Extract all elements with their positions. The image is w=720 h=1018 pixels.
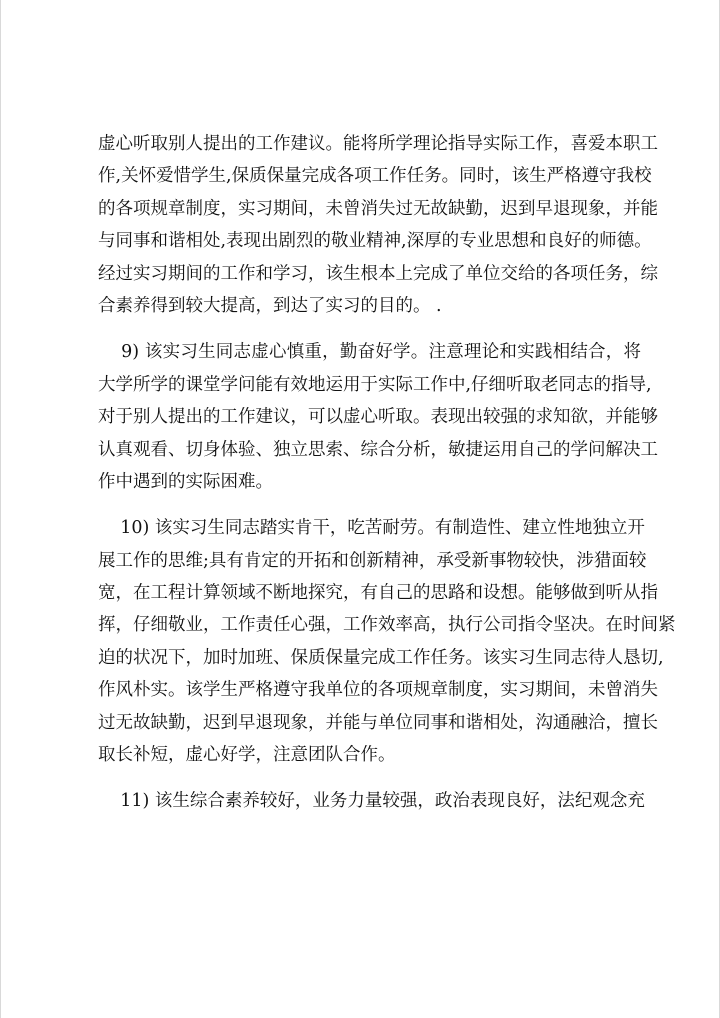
text-line: 挥，仔细敬业，工作责任心强，工作效率高，执行公司指令坚决。在时间紧 xyxy=(98,615,676,636)
text-line: 对于别人提出的工作建议，可以虚心听取。表现出较强的求知欲，并能够 xyxy=(98,407,658,428)
text-line: 迫的状况下，加时加班、保质保量完成工作任务。该实习生同志待人恳切, xyxy=(98,647,664,668)
paragraph-10 xyxy=(98,512,676,771)
text-line: 合素养得到较大提高，到达了实习的目的。 . xyxy=(98,295,442,316)
text-line: 的各项规章制度，实习期间，未曾消失过无故缺勤，迟到早退现象，并能 xyxy=(98,198,658,219)
text-line: 虚心听取别人提出的工作建议。能将所学理论指导实际工作，喜爱本职工 xyxy=(98,134,658,154)
text-line: 作,关怀爱惜学生,保质保量完成各项工作任务。同时，该生严格遵守我校 xyxy=(98,166,652,187)
paragraph-1 xyxy=(98,128,658,322)
text-line: 展工作的思维;具有肯定的开拓和创新精神，承受新事物较快，涉猎面较 xyxy=(98,550,647,571)
text-line: 10) 该实习生同志踏实肯干，吃苦耐劳。有制造性、建立性地独立开 xyxy=(98,518,645,539)
text-line: 与同事和谐相处,表现出剧烈的敬业精神,深厚的专业思想和良好的师德。 xyxy=(98,231,652,252)
text-line: 宽，在工程计算领域不断地探究，有自己的思路和设想。能够做到听从指 xyxy=(98,583,658,604)
text-line: 作中遇到的实际困难。 xyxy=(98,471,273,492)
paragraph-11 xyxy=(98,785,645,817)
text-line: 大学所学的课堂学问能有效地运用于实际工作中,仔细听取老同志的指导, xyxy=(98,374,652,395)
text-line: 取长补短，虚心好学，注意团队合作。 xyxy=(98,745,396,766)
text-line: 经过实习期间的工作和学习，该生根本上完成了单位交给的各项任务，综 xyxy=(98,263,658,284)
text-line: 11) 该生综合素养较好，业务力量较强，政治表现良好，法纪观念充 xyxy=(98,791,645,812)
document-body xyxy=(98,128,676,818)
text-line: 过无故缺勤，迟到早退现象，并能与单位同事和谐相处，沟通融洽，擅长 xyxy=(98,712,658,733)
paragraph-9 xyxy=(98,336,658,498)
text-line: 作风朴实。该学生严格遵守我单位的各项规章制度，实习期间，未曾消失 xyxy=(98,680,658,701)
text-line: 认真观看、切身体验、独立思索、综合分析，敏捷运用自己的学问解决工 xyxy=(98,439,658,460)
text-line: 9) 该实习生同志虚心慎重，勤奋好学。注意理论和实践相结合，将 xyxy=(98,342,641,363)
